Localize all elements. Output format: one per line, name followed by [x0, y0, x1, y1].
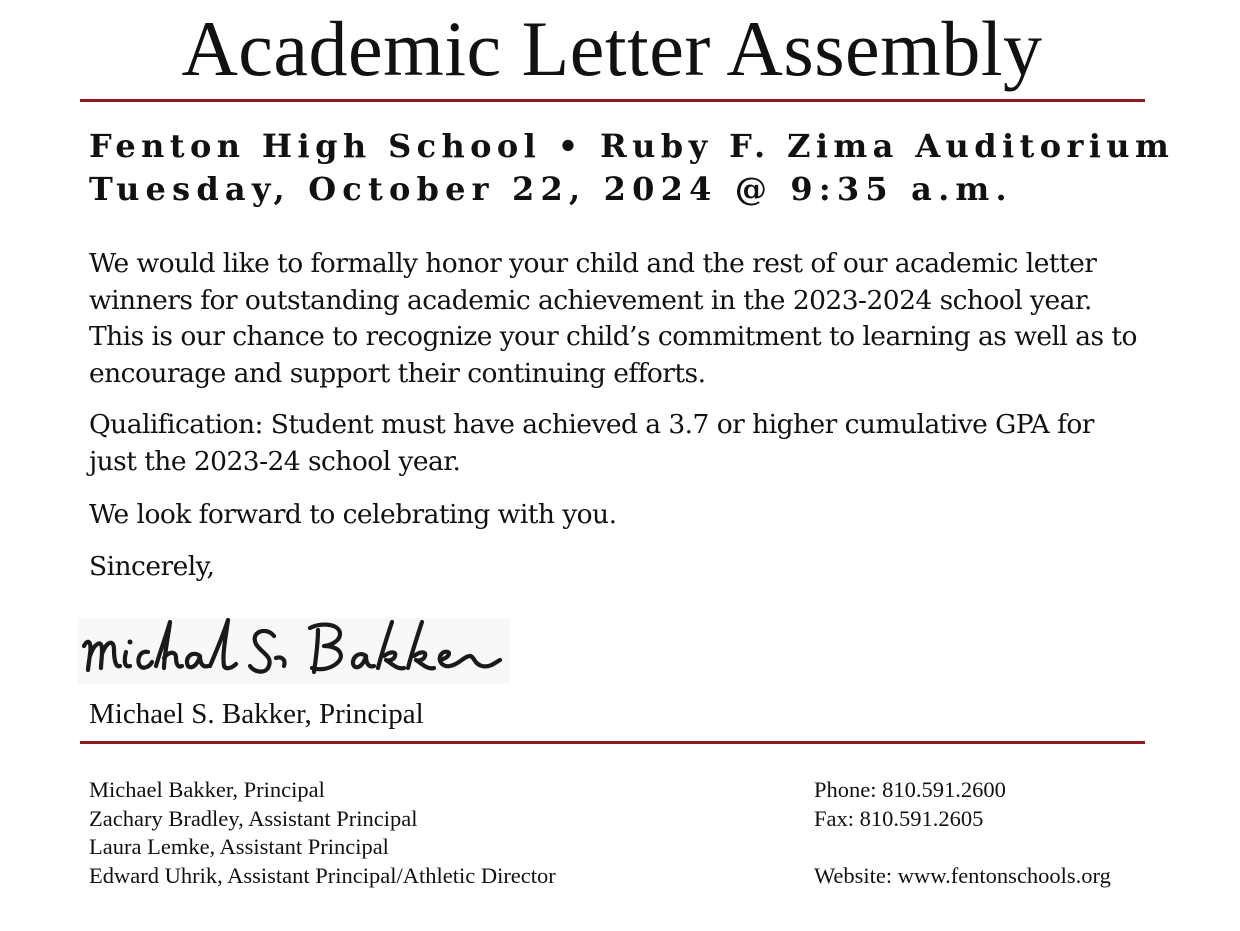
phone-number: Phone: 810.591.2600	[814, 777, 1006, 802]
letter-paragraph-qualification: Qualification: Student must have achieved a 3.7 or higher cumulative GPA for just the 2023-24 school year.	[89, 409, 1094, 477]
staff-list	[89, 776, 556, 890]
letter-paragraph-intro: We would like to formally honor your child and the rest of our academic letter winners for outstanding academic achievement in the 2023-2024 school year. This is our chance to recognize your child’s commitment to learning as well as to encourage and support their continuing efforts.	[89, 248, 1137, 389]
header-divider	[80, 99, 1145, 102]
contact-spacer	[814, 833, 1111, 862]
staff-item: Michael Bakker, Principal	[89, 777, 325, 802]
staff-item: Zachary Bradley, Assistant Principal	[89, 805, 418, 831]
footer-divider	[80, 741, 1145, 744]
letter-paragraph-closing-remark: We look forward to celebrating with you.	[89, 499, 617, 530]
page-title: Academic Letter Assembly	[181, 5, 1043, 92]
letter-closing: Sincerely,	[89, 551, 215, 582]
event-datetime: Tuesday, October 22, 2024 @ 9:35 a.m.	[89, 170, 1013, 208]
handwritten-signature	[78, 612, 510, 688]
event-location: Fenton High School • Ruby F. Zima Auditorium	[89, 127, 1175, 165]
staff-item: Laura Lemke, Assistant Principal	[89, 834, 389, 860]
signer-name: Michael S. Bakker, Principal	[89, 698, 424, 730]
contact-info	[814, 776, 1111, 890]
website-link[interactable]: Website: www.fentonschools.org	[814, 862, 1111, 888]
staff-item: Edward Uhrik, Assistant Principal/Athletic Director	[89, 862, 556, 888]
fax-number: Fax: 810.591.2605	[814, 805, 984, 831]
